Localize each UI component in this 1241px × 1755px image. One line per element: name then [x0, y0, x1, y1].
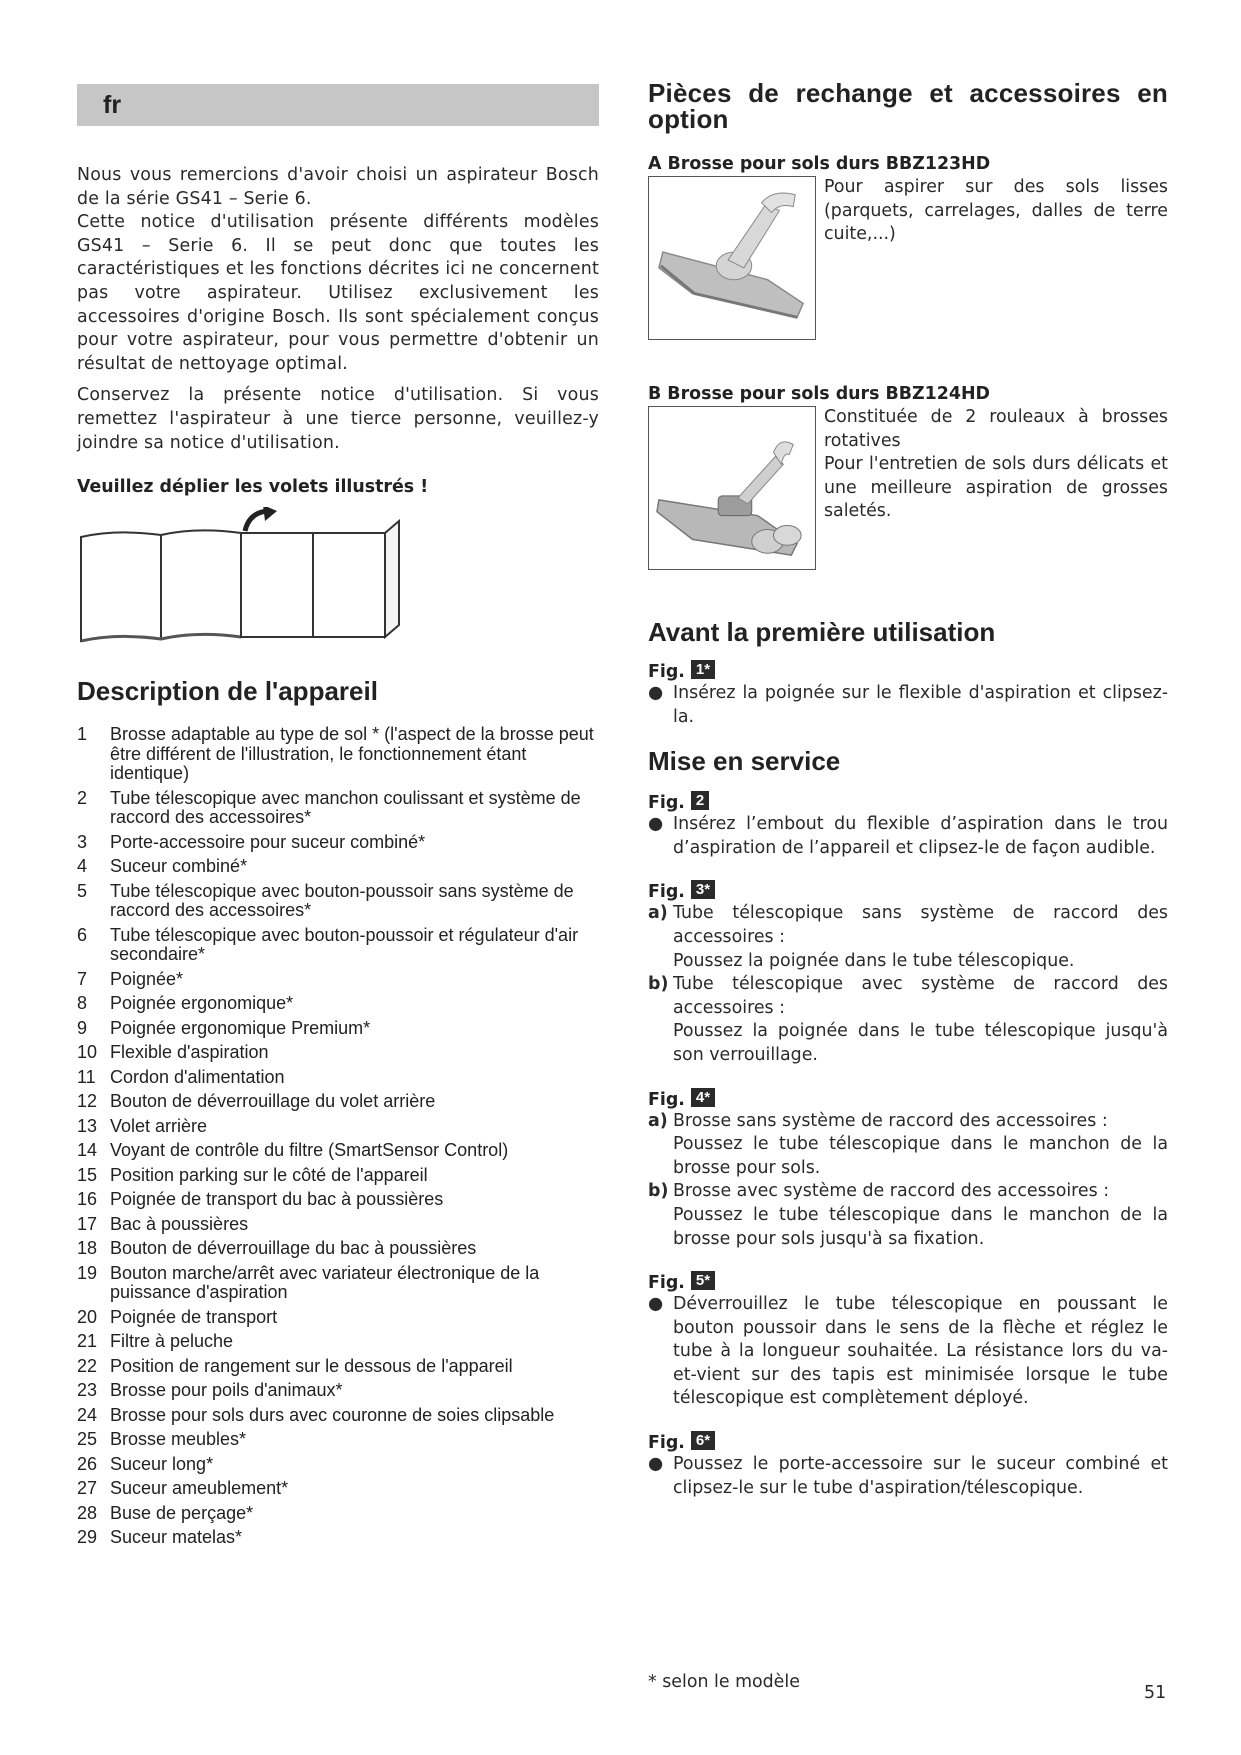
description-item: [77, 994, 599, 1014]
fig-4-badge: 4*: [691, 1088, 715, 1107]
fig-2-label: [648, 791, 1168, 813]
description-item: [77, 1117, 599, 1137]
item-number: 23: [77, 1380, 98, 1401]
item-number: 12: [77, 1091, 98, 1112]
description-item: [77, 1308, 599, 1328]
item-text: Poignée ergonomique*: [110, 993, 294, 1014]
fig-1-label: [648, 660, 1168, 682]
item-text: Bouton de déverrouillage du bac à poussières: [110, 1238, 477, 1259]
description-item: [77, 1528, 599, 1548]
first-use-step: [648, 682, 1168, 729]
item-text: Bouton marche/arrêt avec variateur électronique de la puissance d'aspiration: [110, 1262, 540, 1303]
fig-text: Fig.: [648, 662, 685, 682]
item-number: 3: [77, 831, 88, 852]
item-number: 24: [77, 1404, 98, 1425]
description-item: [77, 1190, 599, 1210]
item-number: 9: [77, 1017, 88, 1038]
intro-paragraph-1: Nous vous remercions d'avoir choisi un aspirateur Bosch de la série GS41 – Serie 6.: [77, 165, 599, 209]
item-number: 19: [77, 1262, 98, 1283]
fig-4-a-text: Brosse sans système de raccord des accessoires :: [673, 1110, 1108, 1131]
description-item: [77, 725, 599, 784]
hard-floor-brush-bbz124hd-image: [648, 406, 816, 570]
step-marker: a): [648, 1110, 668, 1131]
intro-paragraph-2: Cette notice d'utilisation présente différents modèles GS41 – Serie 6. Il se peut donc que toutes les caractéristiques et les fonctions décrites ici ne concernent pas votre aspirateur. Utilisez exclusivement les accessoires d'origine Bosch. Ils sont spécialement conçus pour votre aspirateur, pour vous permettre d'obtenir un résultat de nettoyage optimal.: [77, 212, 599, 374]
footnote: * selon le modèle: [648, 1672, 800, 1692]
item-number: 1: [77, 724, 88, 745]
item-number: 16: [77, 1189, 98, 1210]
accessory-b-text-1: Constituée de 2 rouleaux à brosses rotatives: [824, 407, 1168, 451]
bullet-icon: ●: [648, 814, 664, 835]
fig-3-step-b: [648, 973, 1168, 1020]
item-text: Volet arrière: [110, 1115, 208, 1136]
description-item: [77, 1406, 599, 1426]
fig-5-badge: 5*: [691, 1271, 715, 1290]
fig-5-label: [648, 1271, 1168, 1293]
item-text: Tube télescopique avec bouton-poussoir et régulateur d'air secondaire*: [110, 924, 579, 965]
description-item: [77, 1455, 599, 1475]
description-item: [77, 1019, 599, 1039]
item-text: Brosse meubles*: [110, 1429, 247, 1450]
item-number: 26: [77, 1453, 98, 1474]
item-text: Position parking sur le côté de l'appareil: [110, 1164, 428, 1185]
unfold-book-illustration: [77, 507, 407, 647]
item-text: Suceur matelas*: [110, 1527, 243, 1548]
left-column: [77, 84, 599, 1553]
description-item: [77, 1092, 599, 1112]
first-use-title: Avant la première utilisation: [648, 617, 996, 647]
item-number: 15: [77, 1164, 98, 1185]
description-item: [77, 1264, 599, 1303]
accessory-a: [648, 176, 1168, 340]
fig-3-badge: 3*: [691, 880, 715, 899]
fig-2-text: Insérez l’embout du flexible d’aspiration dans le trou d’aspiration de l’appareil et clipsez-le de façon audible.: [673, 814, 1168, 858]
item-text: Suceur ameublement*: [110, 1478, 289, 1499]
description-item: [77, 857, 599, 877]
item-number: 22: [77, 1355, 98, 1376]
item-text: Flexible d'aspiration: [110, 1042, 269, 1063]
item-text: Poignée*: [110, 968, 184, 989]
first-use-text: Insérez la poignée sur le flexible d'aspiration et clipsez-la.: [673, 683, 1168, 727]
item-number: 20: [77, 1306, 98, 1327]
item-number: 10: [77, 1042, 98, 1063]
description-item: [77, 1430, 599, 1450]
fig-4-a-sub: Poussez le tube télescopique dans le manchon de la brosse pour sols.: [673, 1134, 1168, 1178]
item-number: 8: [77, 993, 88, 1014]
item-number: 21: [77, 1331, 98, 1352]
fig-text: Fig.: [648, 1089, 685, 1110]
fig-6-text: Poussez le porte-accessoire sur le suceur combiné et clipsez-le sur le tube d'aspiration/télescopique.: [673, 1454, 1168, 1498]
item-text: Filtre à peluche: [110, 1331, 234, 1352]
item-text: Tube télescopique avec bouton-poussoir sans système de raccord des accessoires*: [110, 880, 574, 921]
item-text: Porte-accessoire pour suceur combiné*: [110, 831, 426, 852]
description-item: [77, 1141, 599, 1161]
description-item: [77, 926, 599, 965]
item-number: 17: [77, 1213, 98, 1234]
fig-3-b-text: Tube télescopique avec système de raccord des accessoires :: [673, 974, 1168, 1018]
item-text: Suceur long*: [110, 1453, 214, 1474]
accessory-b-texts: [824, 406, 1168, 524]
step-marker: a): [648, 903, 668, 924]
hard-floor-brush-bbz123hd-image: [648, 176, 816, 340]
item-number: 28: [77, 1502, 98, 1523]
fig-4-b-sub: Poussez le tube télescopique dans le manchon de la brosse pour sols jusqu'à sa fixation.: [673, 1204, 1168, 1249]
fig-3-step-a: [648, 902, 1168, 949]
item-number: 2: [77, 787, 88, 808]
item-number: 18: [77, 1238, 98, 1259]
description-item: [77, 1332, 599, 1352]
fig-6-badge: 6*: [691, 1431, 715, 1450]
item-number: 27: [77, 1478, 98, 1499]
accessory-b: [648, 406, 1168, 570]
fig-4-label: [648, 1088, 1168, 1110]
description-item: [77, 1068, 599, 1088]
step-marker: b): [648, 974, 669, 995]
item-text: Bouton de déverrouillage du volet arrière: [110, 1091, 436, 1112]
item-text: Brosse adaptable au type de sol * (l'aspect de la brosse peut être différent de l'illustration, le fonctionnement étant identique): [110, 724, 594, 784]
bullet-icon: ●: [648, 683, 664, 703]
fig-text: Fig.: [648, 1273, 685, 1294]
unfold-arrow-icon: [245, 511, 267, 531]
description-item: [77, 970, 599, 990]
description-item: [77, 882, 599, 921]
fig-2-badge: 2: [691, 791, 709, 810]
description-item: [77, 1215, 599, 1235]
item-text: Poignée de transport du bac à poussières: [110, 1189, 444, 1210]
step-marker: b): [648, 1181, 669, 1202]
item-number: 11: [77, 1066, 96, 1087]
description-title: Description de l'appareil: [77, 676, 378, 707]
fig-4-step-a: [648, 1110, 1168, 1134]
item-text: Poignée ergonomique Premium*: [110, 1017, 371, 1038]
item-text: Bac à poussières: [110, 1213, 249, 1234]
description-item: [77, 1357, 599, 1377]
language-header: fr: [77, 84, 599, 126]
fig-1-badge: 1*: [691, 660, 715, 679]
fig-text: Fig.: [648, 793, 685, 814]
accessory-b-text-2: Pour l'entretien de sols durs délicats et une meilleure aspiration de grosses saletés.: [824, 454, 1168, 522]
fig-5-step: [648, 1293, 1168, 1411]
page-number: 51: [1144, 1683, 1167, 1703]
fig-3-b-sub: Poussez la poignée dans le tube télescopique jusqu'à son verrouillage.: [673, 1021, 1168, 1065]
fig-6-label: [648, 1431, 1168, 1453]
fig-text: Fig.: [648, 1433, 685, 1454]
intro-paragraph-3: Conservez la présente notice d'utilisation. Si vous remettez l'aspirateur à une tierce personne, veuillez-y joindre sa notice d'utilisation.: [77, 385, 599, 453]
fig-6-step: [648, 1453, 1168, 1500]
fig-3-label: [648, 880, 1168, 902]
item-text: Tube télescopique avec manchon coulissant et système de raccord des accessoires*: [110, 787, 581, 828]
item-number: 25: [77, 1429, 98, 1450]
accessory-a-text: Pour aspirer sur des sols lisses (parquets, carrelages, dalles de terre cuite,...): [824, 177, 1168, 245]
item-number: 5: [77, 880, 88, 901]
item-number: 13: [77, 1115, 98, 1136]
fig-5-text: Déverrouillez le tube télescopique en poussant le bouton poussoir dans le sens de la flèche et réglez le tube à la longueur souhaitée. La résistance lors du va-et-vient sur des tapis est minimisée lorsque le tube télescopique est complètement déployé.: [673, 1294, 1168, 1409]
description-item: [77, 1239, 599, 1259]
fig-text: Fig.: [648, 882, 685, 903]
description-item: [77, 1166, 599, 1186]
item-text: Position de rangement sur le dessous de l'appareil: [110, 1355, 513, 1376]
bullet-icon: ●: [648, 1294, 664, 1315]
item-number: 7: [77, 968, 88, 989]
item-number: 6: [77, 924, 88, 945]
description-item: [77, 833, 599, 853]
accessory-b-label: B Brosse pour sols durs BBZ124HD: [648, 384, 990, 404]
right-column: [648, 80, 1168, 1500]
item-text: Poignée de transport: [110, 1306, 278, 1327]
description-item: [77, 1504, 599, 1524]
item-text: Brosse pour poils d'animaux*: [110, 1380, 343, 1401]
description-item: [77, 1043, 599, 1063]
bullet-icon: ●: [648, 1454, 664, 1475]
fig-2-step: [648, 813, 1168, 860]
item-number: 4: [77, 856, 88, 877]
item-text: Cordon d'alimentation: [110, 1066, 285, 1087]
item-number: 14: [77, 1140, 98, 1161]
service-title: Mise en service: [648, 746, 841, 777]
item-number: 29: [77, 1527, 98, 1548]
description-item: [77, 1381, 599, 1401]
unfold-note: Veuillez déplier les volets illustrés !: [77, 477, 429, 498]
fig-4-b-text: Brosse avec système de raccord des accessoires :: [673, 1181, 1110, 1202]
item-text: Voyant de contrôle du filtre (SmartSensor Control): [110, 1140, 509, 1161]
description-item: [77, 789, 599, 828]
item-text: Brosse pour sols durs avec couronne de soies clipsable: [110, 1404, 555, 1425]
description-item: [77, 1479, 599, 1499]
item-text: Suceur combiné*: [110, 856, 248, 877]
fig-4-step-b: [648, 1180, 1168, 1204]
fig-3-a-sub: Poussez la poignée dans le tube télescopique.: [673, 950, 1075, 971]
item-text: Buse de perçage*: [110, 1502, 254, 1523]
parts-title: Pièces de rechange et accessoires en option: [648, 78, 1168, 134]
fig-3-a-text: Tube télescopique sans système de raccord des accessoires :: [673, 903, 1168, 947]
description-list: [77, 725, 599, 1548]
accessory-a-label: A Brosse pour sols durs BBZ123HD: [648, 154, 991, 174]
